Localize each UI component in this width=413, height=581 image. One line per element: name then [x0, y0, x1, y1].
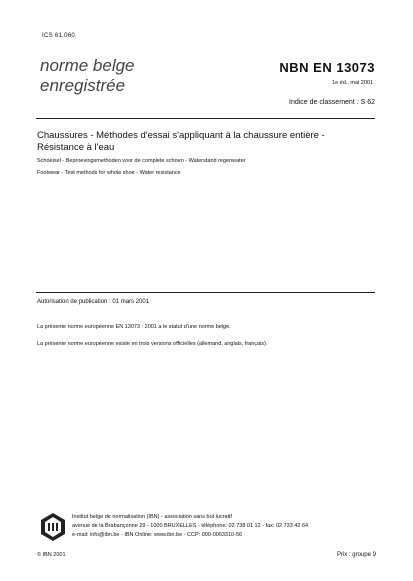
title-fr-line-1: Chaussures - Méthodes d'essai s'appliquant à la chaussure entière -: [37, 130, 325, 141]
body-divider: [36, 292, 375, 293]
publisher-address: avenue de la Brabançonne 29 - 1000 BRUXELLES - téléphone: 02 738 01 12 - fax: 02 733 42 64: [72, 523, 309, 529]
brand-line-2: enregistrée: [40, 76, 126, 95]
price-group: Prix : groupe 9: [336, 552, 376, 558]
ics-code: ICS 61.060: [42, 33, 76, 39]
title-en: Footwear - Test methods for whole shoe - Water resistance: [37, 170, 181, 176]
publisher-contact: e-mail: info@ibn.be - IBN Online: www.ibn.be - CCP: 000-0063310-56: [72, 532, 243, 538]
brand-title: [40, 56, 135, 96]
versions-note: La présente norme européenne existe en trois versions officielles (allemand, anglais, français).: [37, 341, 268, 347]
standard-number: NBN EN 13073: [279, 60, 375, 75]
publication-authorization: Autorisation de publication : 01 mars 2001: [37, 299, 150, 305]
brand-line-1: norme belge: [40, 56, 135, 75]
copyright: © IBN 2001: [37, 552, 66, 558]
publisher-line-1: Institut belge de normalisation (IBN) - association sans but lucratif: [72, 514, 232, 520]
ibn-logo-icon: [40, 512, 66, 542]
classification-index: Indice de classement : S 62: [289, 99, 375, 106]
title-fr-line-2: Résistance à l'eau: [37, 142, 115, 153]
document-title-fr: [37, 130, 377, 154]
header-divider: [36, 118, 375, 119]
edition-date: 1e éd., mai 2001: [332, 80, 373, 86]
title-nl: Schoeisel - Beproevingsmethoden voor de complete schoen - Waterstand regenwater: [37, 158, 246, 164]
status-note: La présente norme européenne EN 13073 : 2001 a le statut d'une norme belge.: [37, 324, 231, 330]
